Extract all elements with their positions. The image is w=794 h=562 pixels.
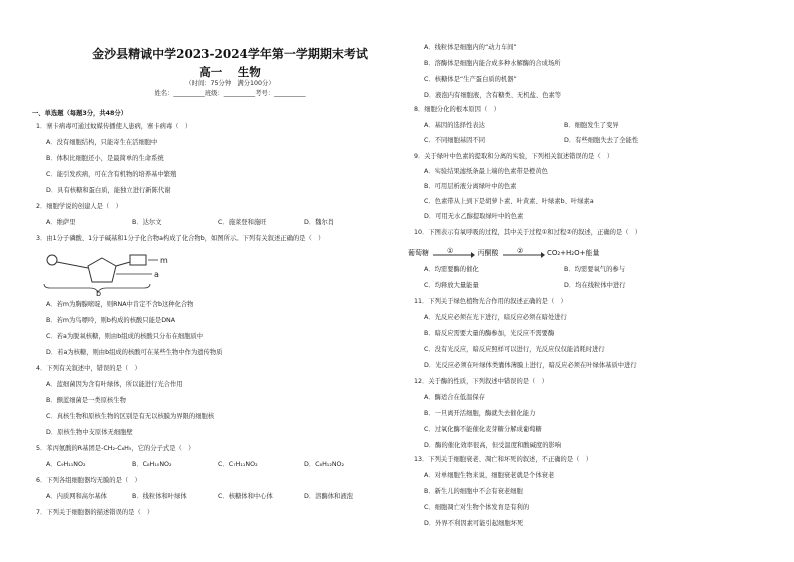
option-d: D．可用无水乙醇提取绿叶中的色素	[424, 213, 524, 220]
sugar-pentagon	[88, 258, 116, 282]
option-d: D．具有核糖和蛋白质，能独立进行新陈代谢	[46, 187, 171, 194]
intermediate: 丙酮酸	[477, 249, 499, 257]
question-stem: 8．细胞分化的根本原因（ ）	[414, 106, 500, 113]
option-b: B．可用层析液分离绿叶中的色素	[424, 183, 517, 190]
arrow-1	[431, 247, 475, 259]
option-b: B．线粒体和叶绿体	[132, 493, 187, 500]
option-c: C．没有光反应，暗反应照样可以进行，光反应仅仅能消耗时进行	[424, 346, 605, 353]
option-b: B．细胞发生了变异	[564, 122, 619, 129]
option-a: A．若m为胸腺嘧啶，则RNA中肯定不含b这种化合物	[46, 301, 194, 308]
reactant: 葡萄糖	[408, 249, 429, 257]
option-row	[46, 219, 334, 227]
option-d: D．若a为核糖，则由b组成的核酸可在某些生物中作为遗传物质	[46, 349, 223, 356]
step-1-label: ①	[447, 247, 454, 255]
option-a: A．均需要酶的催化	[424, 266, 479, 273]
phosphate-circle	[47, 255, 57, 265]
option-b: B．体积比细胞还小，是最简单的生命系统	[46, 155, 164, 162]
question-stem: 9．关于绿叶中色素的提取和分离的实验，下列相关叙述错误的是（ ）	[414, 153, 614, 160]
option-row	[46, 493, 353, 501]
option-c: C．核糖体和中心体	[218, 493, 273, 500]
option-b: B．新生儿的细胞中不会有衰老细胞	[424, 488, 523, 495]
option-d: D．酶的催化效率很高，但受温度和酸碱度的影响	[424, 442, 562, 449]
phosphate-bond	[57, 262, 88, 268]
right-column	[400, 0, 780, 562]
base-bond	[116, 262, 130, 266]
option-d: D．溶酶体和液泡	[304, 493, 353, 500]
option-d: D．C₈H₁₂NO₂	[304, 461, 345, 468]
option-row	[424, 137, 638, 145]
question-stem: 10．下图表示有氧呼吸的过程，其中关于过程①和过程②的叙述，正确的是（ ）	[414, 229, 642, 236]
option-row	[424, 266, 625, 274]
option-c: C．色素带从上到下是胡萝卜素、叶黄素、叶绿素b、叶绿素a	[424, 198, 594, 205]
option-b: B．达尔文	[132, 219, 162, 226]
label-b: b	[96, 289, 102, 296]
option-d: D．均在线粒体中进行	[564, 282, 626, 289]
option-d: D．有些细胞失去了全能性	[564, 137, 639, 144]
option-c: C．过氧化酶不能催化麦芽糖分解成葡萄糖	[424, 426, 542, 433]
nucleotide-diagram	[40, 246, 180, 296]
option-c: C．不同细胞基因不同	[424, 137, 486, 144]
option-a: A．蓝细菌因为含有叶绿体，所以能进行光合作用	[46, 381, 183, 388]
time-score: （时间：75分钟 满分100分）	[185, 80, 275, 87]
option-row	[424, 282, 626, 290]
exam-title: 金沙县精诚中学2023-2024学年第一学期期末考试	[92, 47, 368, 61]
option-c: C．C₇H₁₁NO₂	[218, 461, 258, 468]
option-row	[46, 461, 344, 469]
section-heading: 一、单选题（每题3分，共48分）	[32, 110, 128, 117]
question-stem: 5．苯丙氨酸的R基团是-CH₂-C₆H₅，它的分子式是（ ）	[36, 445, 195, 452]
option-c: C．真核生物和原核生物的区别是有无以核膜为界限的细胞核	[46, 413, 215, 420]
option-d: D．外界不利因素可能引起细胞坏死	[424, 520, 524, 527]
step-2-label: ②	[516, 247, 523, 255]
base-rect	[130, 255, 146, 265]
option-b: B．颤蓝细菌是一类原核生物	[46, 397, 126, 404]
option-d: D．液泡内有细胞液，含有糖类、无机盐、色素等	[424, 92, 562, 99]
label-m: m	[160, 256, 168, 265]
option-c: C．若a为脱氧核糖，则由b组成的核酸只分布在细胞质中	[46, 333, 204, 340]
question-stem: 3．由1分子磷酸、1分子碱基和1分子化合物a构成了化合物b，如图所示。下列有关叙述正确的是（ ）	[36, 235, 325, 242]
option-a: A．C₉H₁₁NO₂	[46, 461, 86, 468]
option-d: D．原核生物中支原体无细胞壁	[46, 429, 133, 436]
option-a: A．线粒体是细胞内的“动力车间”	[424, 44, 517, 51]
option-a: A．基因的选择性表达	[424, 122, 485, 129]
option-d: D．光反应必须在叶绿体类囊体薄膜上进行，暗反应必须在叶绿体基质中进行	[424, 362, 637, 369]
option-b: B．暗反应需要大量的酶参加，光反应不需要酶	[424, 330, 555, 337]
option-b: B．一旦离开活细胞，酶就失去催化能力	[424, 410, 536, 417]
question-stem: 11．下列关于绿色植物光合作用的叙述正确的是（ ）	[414, 298, 567, 305]
question-stem: 12．关于酶的性质，下列叙述中错误的是（ ）	[414, 378, 548, 385]
question-stem: 6．下列各组细胞器均无膜的是（ ）	[36, 477, 141, 484]
option-a: A．内质网和高尔基体	[46, 493, 107, 500]
option-c: C．细胞凋亡对生物个体发育是有利的	[424, 504, 530, 511]
option-b: B．C₈H₁₀NO₂	[132, 461, 172, 468]
option-c: C．施莱登和施旺	[218, 219, 267, 226]
product: CO₂+H₂O+能量	[546, 249, 600, 257]
question-stem: 1．寨卡病毒可通过蚊媒传播使人患病，寨卡病毒（ ）	[36, 123, 192, 130]
left-column	[22, 0, 402, 562]
subject-line: 高一 生物	[199, 65, 261, 79]
question-stem: 7．下列关于细胞器的描述错误的是（ ）	[36, 509, 154, 516]
option-a: A．光反应必须在光下进行，暗反应必须在暗处进行	[424, 314, 567, 321]
option-a: A．酶适合在低温保存	[424, 394, 485, 401]
question-stem: 4．下列有关叙述中，错误的是（ ）	[36, 365, 141, 372]
option-d: D．魏尔肖	[304, 219, 335, 226]
question-stem: 2．细胞学说的创建人是（ ）	[36, 203, 122, 210]
respiration-equation	[408, 247, 599, 259]
option-b: B．溶酶体是细胞内能合成多种水解酶的合成场所	[424, 60, 561, 67]
option-b: B．若m为鸟嘌呤，则b构成的核酸只能是DNA	[46, 317, 176, 324]
option-b: B．均需要氧气的参与	[564, 266, 625, 273]
option-c: C．均释放大量能量	[424, 282, 479, 289]
option-row	[424, 122, 619, 130]
option-c: C．能引发疾病，可在含有机物的培养基中繁殖	[46, 171, 177, 178]
student-info: 姓名：__________班级：__________考号：__________	[154, 90, 306, 97]
label-a: a	[154, 270, 159, 279]
arrow-2	[501, 247, 545, 259]
option-a: A．对单细胞生物来说，细胞衰老就是个体衰老	[424, 472, 555, 479]
option-a: A．没有细胞结构，只能寄生在活细胞中	[46, 139, 158, 146]
option-a: A．实验结果滤纸条最上端的色素带是橙黄色	[424, 168, 548, 175]
question-stem: 13．下列关于细胞衰老、凋亡和坏死的叙述，不正确的是（ ）	[414, 456, 593, 463]
option-a: A．维萨里	[46, 219, 76, 226]
option-c: C．核糖体是“生产蛋白质的机器”	[424, 76, 517, 83]
